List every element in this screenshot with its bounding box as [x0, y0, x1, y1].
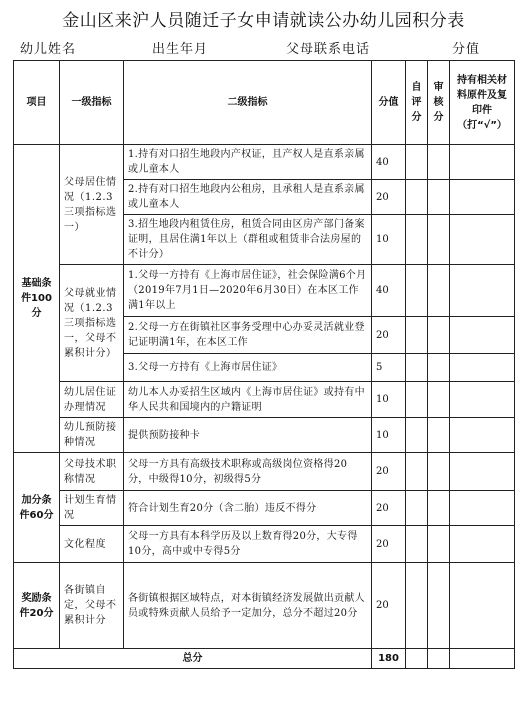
header-self-eval: 自评分 [406, 61, 428, 145]
materials-total-cell[interactable] [450, 649, 515, 669]
score-cell: 20 [372, 491, 406, 526]
table-row [14, 491, 515, 526]
total-row [14, 649, 515, 669]
score-cell: 20 [372, 526, 406, 563]
level2-cell: 3.招生地段内租赁住房，租赁合同由区房产部门备案证明，且居住满1年以上（群租或租赁非合法房屋的不计分） [124, 215, 372, 265]
score-cell: 40 [372, 265, 406, 317]
materials-cell[interactable] [450, 317, 515, 354]
applicant-info-line [0, 38, 527, 56]
table-row [14, 453, 515, 491]
level2-cell: 2.父母一方在街镇社区事务受理中心办妥灵活就业登记证明满1年，在本区工作 [124, 317, 372, 354]
materials-cell[interactable] [450, 418, 515, 453]
category-reward: 奖励条件20分 [14, 563, 60, 649]
self-eval-cell[interactable] [406, 180, 428, 215]
materials-cell[interactable] [450, 180, 515, 215]
level2-cell: 2.持有对口招生地段内公租房，且承租人是直系亲属或儿童本人 [124, 180, 372, 215]
score-cell: 10 [372, 418, 406, 453]
materials-cell[interactable] [450, 382, 515, 418]
score-cell: 10 [372, 215, 406, 265]
materials-cell[interactable] [450, 354, 515, 382]
score-cell: 20 [372, 563, 406, 649]
review-cell[interactable] [428, 354, 450, 382]
header-level2: 二级指标 [124, 61, 372, 145]
level2-cell: 3.父母一方持有《上海市居住证》 [124, 354, 372, 382]
self-eval-cell[interactable] [406, 354, 428, 382]
review-cell[interactable] [428, 526, 450, 563]
self-eval-cell[interactable] [406, 145, 428, 180]
level1-town-defined: 各街镇自定，父母不累积计分 [60, 563, 124, 649]
review-cell[interactable] [428, 145, 450, 180]
level2-cell: 父母一方具有本科学历及以上数育得20分，大专得10分，高中或中专得5分 [124, 526, 372, 563]
self-eval-cell[interactable] [406, 215, 428, 265]
table-row [14, 563, 515, 649]
review-cell[interactable] [428, 215, 450, 265]
child-name-label: 幼儿姓名 [20, 42, 77, 57]
parent-phone-label: 父母联系电话 [286, 42, 371, 57]
table-row [14, 526, 515, 563]
review-cell[interactable] [428, 180, 450, 215]
total-score: 180 [372, 649, 406, 669]
level1-family-planning: 计划生育情况 [60, 491, 124, 526]
self-eval-total-cell[interactable] [406, 649, 428, 669]
materials-cell[interactable] [450, 526, 515, 563]
header-score: 分值 [372, 61, 406, 145]
self-eval-cell[interactable] [406, 453, 428, 491]
materials-cell[interactable] [450, 563, 515, 649]
score-cell: 20 [372, 317, 406, 354]
materials-cell[interactable] [450, 491, 515, 526]
points-table [13, 60, 515, 669]
page-title: 金山区来沪人员随迁子女申请就读公办幼儿园积分表 [62, 11, 465, 31]
materials-cell[interactable] [450, 265, 515, 317]
category-basic: 基础条件100分 [14, 145, 60, 453]
score-cell: 40 [372, 145, 406, 180]
header-review: 审核分 [428, 61, 450, 145]
review-cell[interactable] [428, 382, 450, 418]
level2-cell: 1.持有对口招生地段内产权证，且产权人是直系亲属或儿童本人 [124, 145, 372, 180]
review-total-cell[interactable] [428, 649, 450, 669]
table-row [14, 145, 515, 180]
review-cell[interactable] [428, 563, 450, 649]
birth-date-label: 出生年月 [152, 42, 209, 57]
self-eval-cell[interactable] [406, 382, 428, 418]
table-row [14, 418, 515, 453]
level2-cell: 1.父母一方持有《上海市居住证》，社会保险满6个月（2019年7月1日—2020年6月30日）在本区工作满1年以上 [124, 265, 372, 317]
table-row [14, 265, 515, 317]
level1-residence: 父母居住情况（1.2.3三项指标选一） [60, 145, 124, 265]
review-cell[interactable] [428, 418, 450, 453]
header-item: 项目 [14, 61, 60, 145]
level2-cell: 提供预防接种卡 [124, 418, 372, 453]
score-cell: 20 [372, 180, 406, 215]
score-cell: 20 [372, 453, 406, 491]
table-row [14, 382, 515, 418]
level2-cell: 父母一方具有高级技术职称或高级岗位资格得20分，中级得10分，初级得5分 [124, 453, 372, 491]
level2-cell: 符合计划生育20分（含二胎）违反不得分 [124, 491, 372, 526]
level1-education: 文化程度 [60, 526, 124, 563]
score-cell: 5 [372, 354, 406, 382]
level1-employment: 父母就业情况（1.2.3三项指标选一，父母不累积计分） [60, 265, 124, 382]
self-eval-cell[interactable] [406, 317, 428, 354]
self-eval-cell[interactable] [406, 563, 428, 649]
materials-cell[interactable] [450, 145, 515, 180]
total-label: 总分 [14, 649, 372, 669]
materials-cell[interactable] [450, 453, 515, 491]
self-eval-cell[interactable] [406, 526, 428, 563]
review-cell[interactable] [428, 453, 450, 491]
materials-cell[interactable] [450, 215, 515, 265]
header-row [14, 61, 515, 145]
score-cell: 10 [372, 382, 406, 418]
self-eval-cell[interactable] [406, 491, 428, 526]
review-cell[interactable] [428, 265, 450, 317]
header-materials: 持有相关材料原件及复印件（打“√”） [450, 61, 515, 145]
self-eval-cell[interactable] [406, 265, 428, 317]
category-bonus: 加分条件60分 [14, 453, 60, 563]
level2-cell: 幼儿本人办妥招生区域内《上海市居住证》或持有中华人民共和国境内的户籍证明 [124, 382, 372, 418]
score-label: 分值 [452, 42, 481, 57]
review-cell[interactable] [428, 317, 450, 354]
level2-cell: 各街镇根据区域特点，对本街镇经济发展做出贡献人员或特殊贡献人员给予一定加分，总分不超过20分 [124, 563, 372, 649]
self-eval-cell[interactable] [406, 418, 428, 453]
level1-child-permit: 幼儿居住证办理情况 [60, 382, 124, 418]
review-cell[interactable] [428, 491, 450, 526]
header-level1: 一级指标 [60, 61, 124, 145]
level1-vaccination: 幼儿预防接种情况 [60, 418, 124, 453]
level1-title: 父母技术职称情况 [60, 453, 124, 491]
